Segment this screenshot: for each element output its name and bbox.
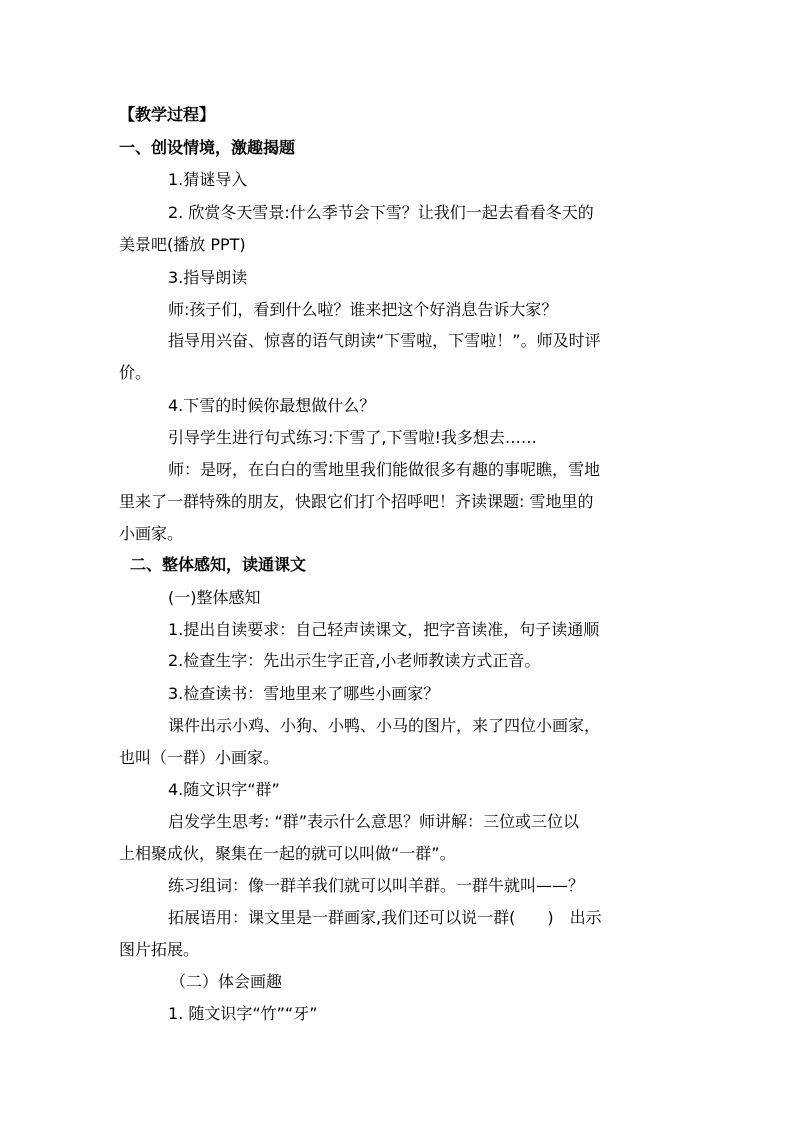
paragraph-line: 美景吧(播放 PPT) [119, 235, 246, 254]
paragraph-line: 1.猜谜导入 [168, 170, 248, 189]
paragraph-line: 指导用兴奋、惊喜的语气朗读“下雪啦，下雪啦！”。师及时评 [168, 331, 601, 350]
paragraph-line: 价。 [119, 363, 152, 382]
heading-2: 二、整体感知，读通课文 [130, 555, 307, 574]
heading-1: 一、创设情境，激趣揭题 [119, 138, 296, 157]
paragraph-line: 里来了一群特殊的朋友，快跟它们打个招呼吧！齐读课题: 雪地里的 [119, 492, 594, 511]
paragraph-line: 3.指导朗读 [168, 268, 248, 287]
section-title: 【教学过程】 [119, 105, 216, 124]
paragraph-line: 图片拓展。 [119, 940, 200, 959]
paragraph-line: 引导学生进行句式练习:下雪了,下雪啦!我多想去…… [168, 428, 537, 447]
paragraph-line: 3.检查读书：雪地里来了哪些小画家？ [168, 684, 440, 703]
paragraph-line: 师:孩子们，看到什么啦？谁来把这个好消息告诉大家？ [168, 300, 558, 319]
paragraph-line: (一)整体感知 [168, 588, 261, 607]
paragraph-line: 4.随文识字“群” [168, 780, 280, 799]
paragraph-line: 也叫（一群）小画家。 [119, 748, 280, 767]
paragraph-line: 师：是呀，在白白的雪地里我们能做很多有趣的事呢瞧，雪地 [168, 460, 601, 479]
paragraph-line: 课件出示小鸡、小狗、小鸭、小马的图片，来了四位小画家， [168, 716, 601, 735]
paragraph-line: 小画家。 [119, 524, 184, 543]
paragraph-line: 4.下雪的时候你最想做什么？ [168, 396, 376, 415]
paragraph-line: 2. 欣赏冬天雪景:什么季节会下雪？让我们一起去看看冬天的 [168, 203, 594, 222]
paragraph-line: 2.检查生字：先出示生字正音,小老师教读方式正音。 [168, 651, 541, 670]
paragraph-line: 1.提出自读要求：自己轻声读课文，把字音读准，句子读通顺 [168, 620, 600, 639]
paragraph-line: （二）体会画趣 [170, 972, 283, 991]
paragraph-line: 启发学生思考: “群”表示什么意思？师讲解：三位或三位以 [168, 812, 580, 831]
paragraph-line: 上相聚成伙，聚集在一起的就可以叫做“一群”。 [119, 844, 456, 863]
paragraph-line: 1. 随文识字“竹”“牙” [168, 1004, 318, 1023]
paragraph-line: 练习组词：像一群羊我们就可以叫羊群。一群牛就叫——？ [168, 876, 585, 895]
paragraph-line: 拓展语用：课文里是一群画家,我们还可以说一群( ) 出示 [168, 908, 602, 927]
